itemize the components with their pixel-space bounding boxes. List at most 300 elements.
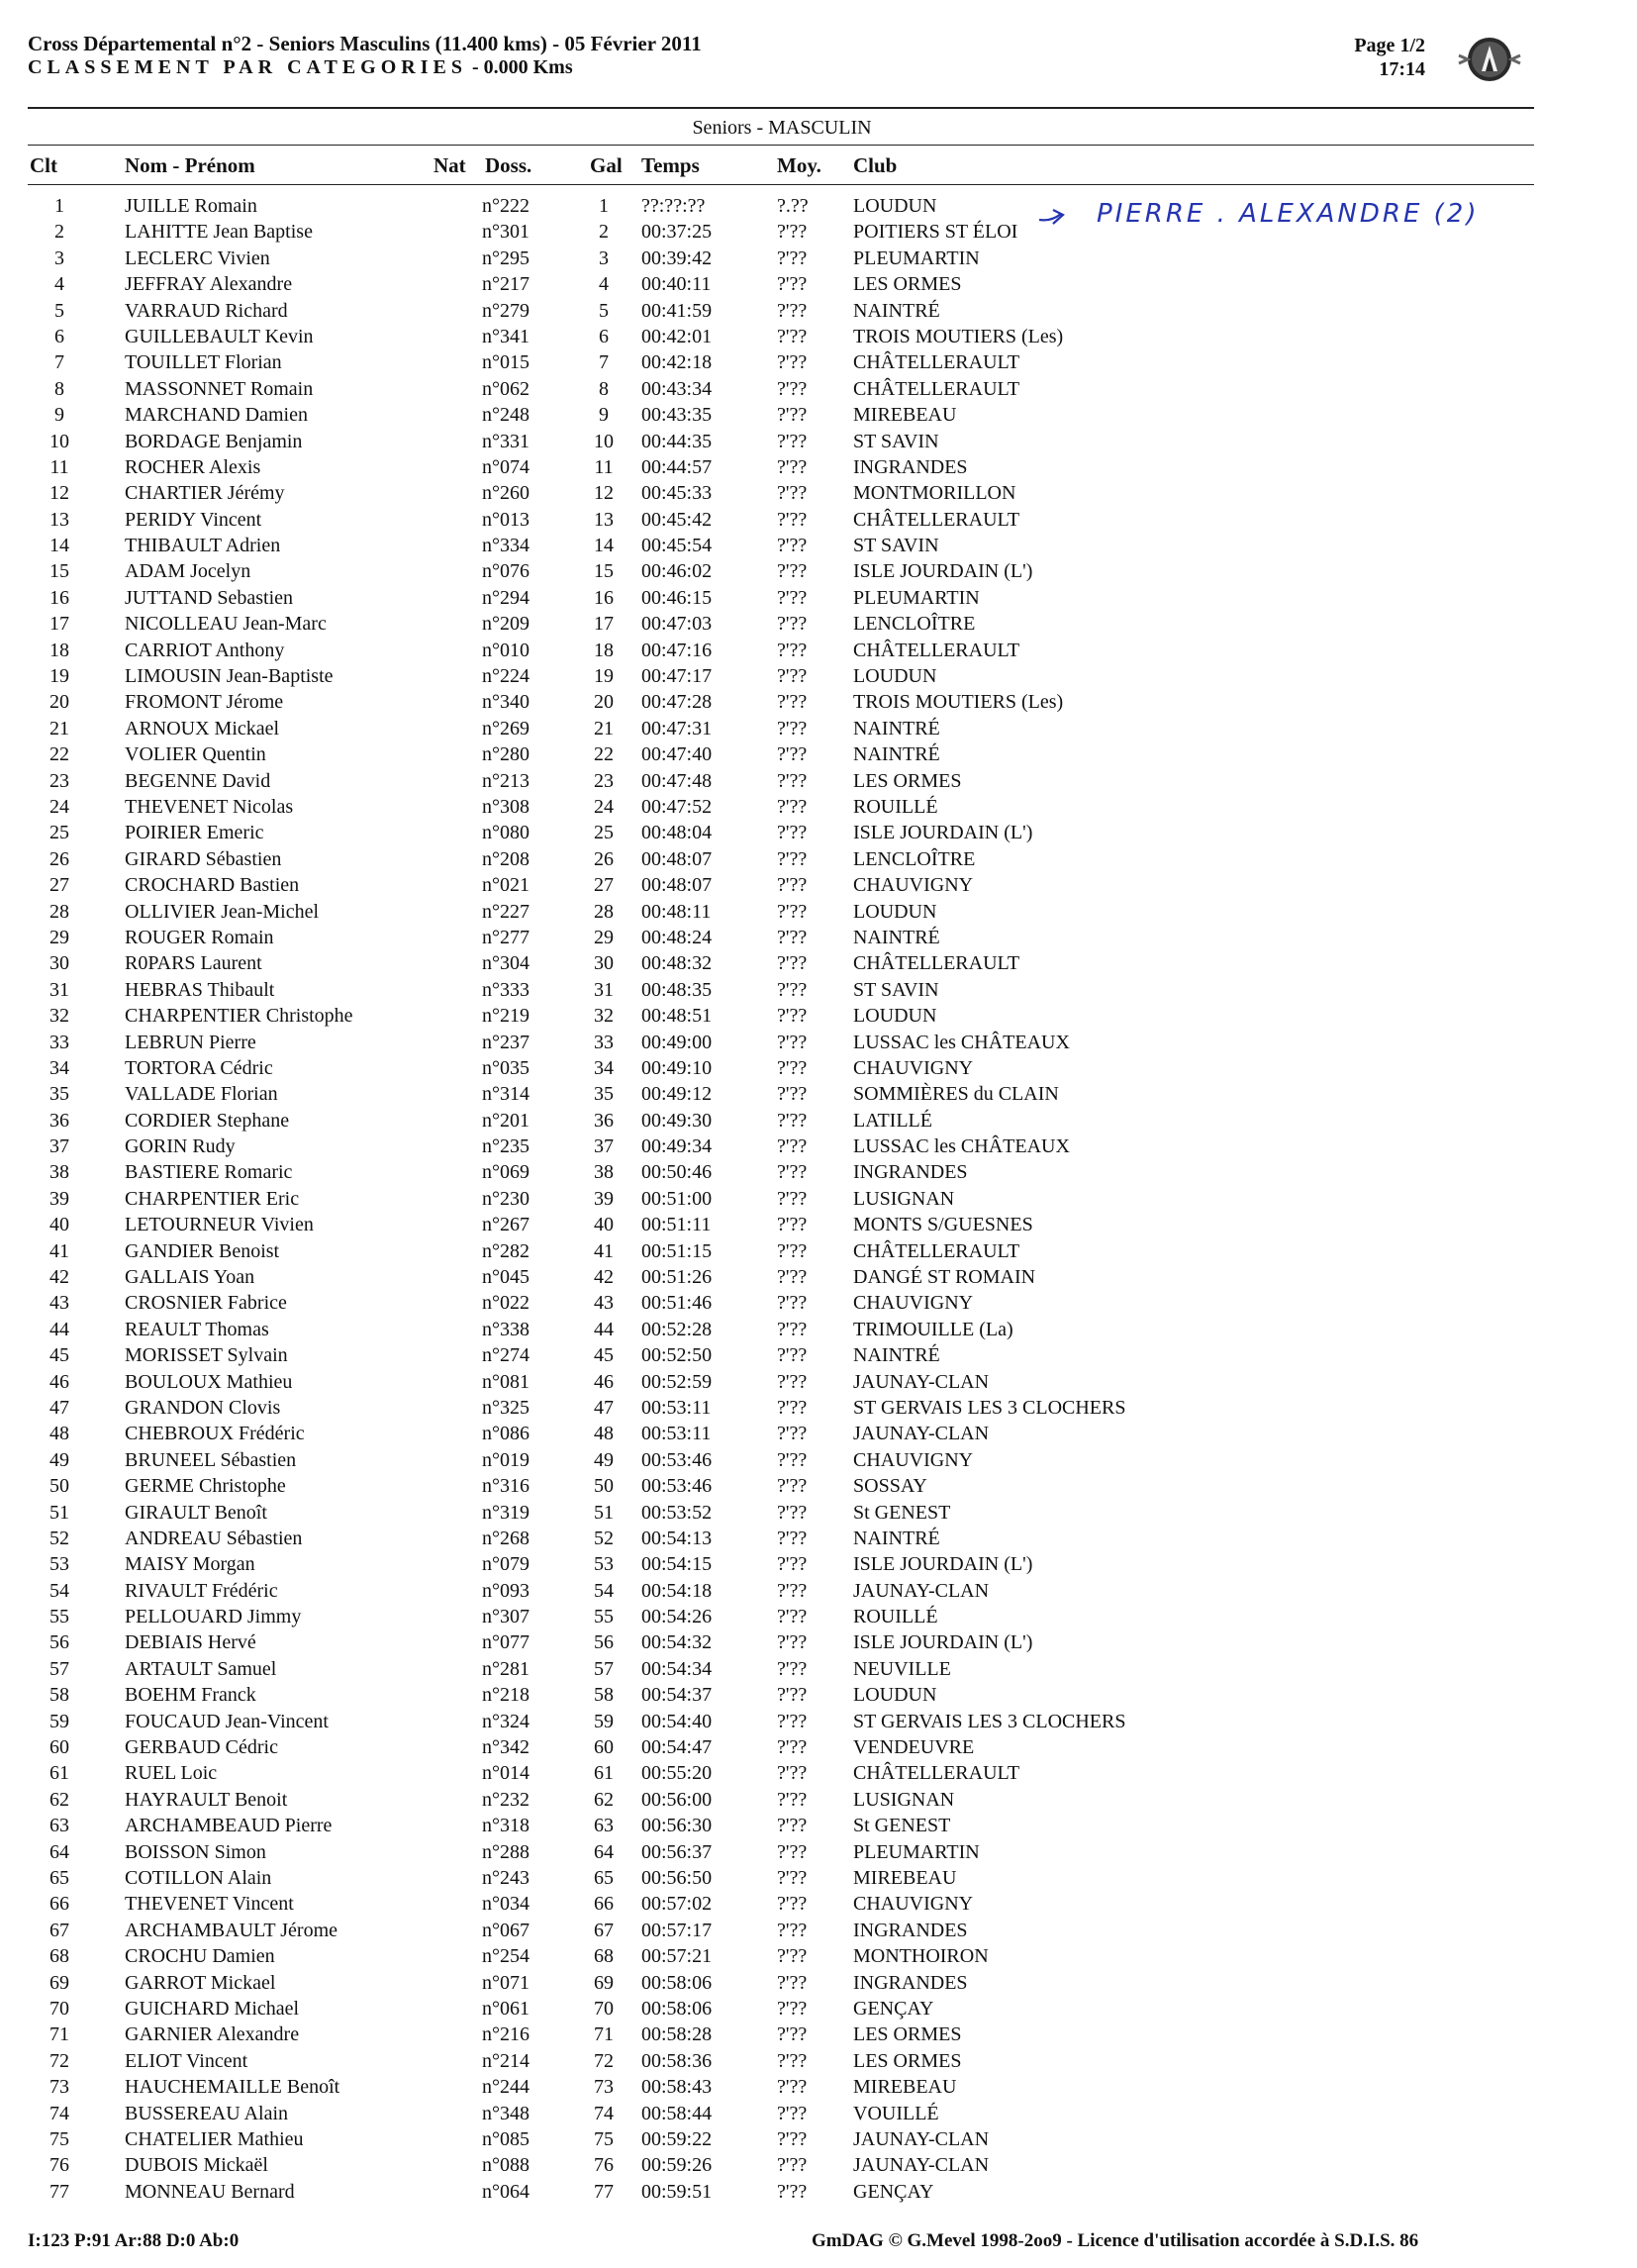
- general-rank-cell: 63: [594, 1815, 614, 1837]
- general-rank-cell: 33: [594, 1031, 614, 1053]
- name-cell: ADAM Jocelyn: [125, 560, 251, 583]
- table-row: [0, 1682, 1637, 1708]
- club-cell: SOSSAY: [853, 1475, 927, 1498]
- club-cell: GENÇAY: [853, 1997, 934, 2020]
- general-rank-cell: 21: [594, 717, 614, 740]
- table-row: [0, 1839, 1637, 1865]
- bib-cell: n°069: [482, 1161, 530, 1184]
- table-row: [0, 2179, 1637, 2205]
- bib-cell: n°222: [482, 195, 530, 217]
- bib-cell: n°227: [482, 900, 530, 923]
- table-row: [0, 480, 1637, 506]
- club-cell: LES ORMES: [853, 769, 962, 792]
- name-cell: DUBOIS Mickaël: [125, 2154, 268, 2177]
- pace-cell: ?'??: [777, 2154, 808, 2177]
- rank-cell: 55: [49, 1606, 69, 1628]
- club-cell: ISLE JOURDAIN (L'): [853, 1553, 1033, 1576]
- rank-cell: 40: [49, 1214, 69, 1236]
- pace-cell: ?'??: [777, 691, 808, 714]
- bib-cell: n°288: [482, 1840, 530, 1863]
- general-rank-cell: 50: [594, 1475, 614, 1498]
- pace-cell: ?'??: [777, 1527, 808, 1549]
- general-rank-cell: 28: [594, 900, 614, 923]
- rank-cell: 60: [49, 1736, 69, 1759]
- bib-cell: n°260: [482, 482, 530, 505]
- bib-cell: n°019: [482, 1448, 530, 1471]
- rank-cell: 50: [49, 1475, 69, 1498]
- club-cell: LOUDUN: [853, 900, 937, 923]
- time-cell: 00:42:18: [641, 351, 713, 374]
- general-rank-cell: 34: [594, 1056, 614, 1079]
- club-cell: JAUNAY-CLAN: [853, 2154, 990, 2177]
- pace-cell: ?'??: [777, 586, 808, 609]
- name-cell: BUSSEREAU Alain: [125, 2102, 289, 2124]
- bib-cell: n°080: [482, 822, 530, 844]
- club-cell: JAUNAY-CLAN: [853, 2127, 990, 2150]
- time-cell: 00:48:35: [641, 978, 713, 1001]
- rank-cell: 46: [49, 1370, 69, 1393]
- name-cell: THEVENET Vincent: [125, 1893, 294, 1916]
- bib-cell: n°341: [482, 325, 530, 347]
- rank-cell: 21: [49, 717, 69, 740]
- name-cell: GUILLEBAULT Kevin: [125, 325, 314, 347]
- club-cell: MONTS S/GUESNES: [853, 1214, 1033, 1236]
- time-cell: 00:48:07: [641, 874, 713, 897]
- table-row: [0, 2126, 1637, 2152]
- bib-cell: n°282: [482, 1239, 530, 1262]
- rank-cell: 69: [49, 1971, 69, 1994]
- table-row: [0, 429, 1637, 454]
- table-row: [0, 1629, 1637, 1655]
- pace-cell: ?'??: [777, 639, 808, 661]
- time-cell: 00:51:46: [641, 1292, 713, 1315]
- bib-cell: n°318: [482, 1815, 530, 1837]
- rank-cell: 2: [54, 221, 64, 244]
- club-cell: St GENEST: [853, 1501, 951, 1524]
- name-cell: CHARPENTIER Eric: [125, 1187, 300, 1210]
- rank-cell: 6: [54, 325, 64, 347]
- general-rank-cell: 5: [599, 299, 609, 322]
- time-cell: 00:52:50: [641, 1344, 713, 1367]
- col-nom: Nom - Prénom: [125, 153, 255, 177]
- table-row: [0, 1395, 1637, 1421]
- col-doss: Doss.: [485, 153, 532, 177]
- table-row: [0, 846, 1637, 872]
- time-cell: 00:57:02: [641, 1893, 713, 1916]
- rank-cell: 34: [49, 1056, 69, 1079]
- pace-cell: ?'??: [777, 455, 808, 478]
- time-cell: 00:48:04: [641, 822, 713, 844]
- general-rank-cell: 59: [594, 1710, 614, 1732]
- general-rank-cell: 42: [594, 1266, 614, 1289]
- rank-cell: 20: [49, 691, 69, 714]
- pace-cell: ?'??: [777, 1005, 808, 1028]
- club-cell: LES ORMES: [853, 273, 962, 296]
- general-rank-cell: 12: [594, 482, 614, 505]
- table-row: [0, 1734, 1637, 1760]
- document-subtitle: [28, 56, 573, 79]
- rank-cell: 26: [49, 847, 69, 870]
- pace-cell: ?'??: [777, 273, 808, 296]
- time-cell: 00:44:57: [641, 455, 713, 478]
- general-rank-cell: 72: [594, 2049, 614, 2072]
- bib-cell: n°319: [482, 1501, 530, 1524]
- table-row: [0, 1159, 1637, 1185]
- name-cell: GALLAIS Yoan: [125, 1266, 255, 1289]
- subtitle-distance: - 0.000 Kms: [466, 56, 573, 78]
- club-cell: JAUNAY-CLAN: [853, 1579, 990, 1602]
- pace-cell: ?'??: [777, 1318, 808, 1340]
- club-cell: ST GERVAIS LES 3 CLOCHERS: [853, 1396, 1126, 1419]
- bib-cell: n°086: [482, 1423, 530, 1445]
- time-cell: 00:51:15: [641, 1239, 713, 1262]
- pace-cell: ?'??: [777, 560, 808, 583]
- general-rank-cell: 73: [594, 2076, 614, 2099]
- table-row: [0, 1891, 1637, 1917]
- bib-cell: n°216: [482, 2023, 530, 2046]
- general-rank-cell: 13: [594, 508, 614, 531]
- club-cell: ROUILLÉ: [853, 1606, 938, 1628]
- bib-cell: n°279: [482, 299, 530, 322]
- club-cell: LES ORMES: [853, 2023, 962, 2046]
- name-cell: ROUGER Romain: [125, 926, 274, 948]
- table-row: [0, 2101, 1637, 2126]
- name-cell: THIBAULT Adrien: [125, 535, 281, 557]
- table-row: [0, 1003, 1637, 1029]
- bib-cell: n°342: [482, 1736, 530, 1759]
- time-cell: 00:40:11: [641, 273, 712, 296]
- table-row: [0, 716, 1637, 741]
- table-row: [0, 794, 1637, 820]
- col-temps: Temps: [641, 153, 700, 177]
- time-cell: 00:49:30: [641, 1109, 713, 1132]
- bib-cell: n°015: [482, 351, 530, 374]
- bib-cell: n°304: [482, 952, 530, 975]
- club-cell: LUSSAC les CHÂTEAUX: [853, 1031, 1070, 1053]
- time-cell: 00:54:15: [641, 1553, 713, 1576]
- time-cell: 00:54:40: [641, 1710, 713, 1732]
- rank-cell: 1: [54, 195, 64, 217]
- rank-cell: 70: [49, 1997, 69, 2020]
- name-cell: VARRAUD Richard: [125, 299, 288, 322]
- general-rank-cell: 1: [599, 195, 609, 217]
- footer-license: GmDAG © G.Mevel 1998-2oo9 - Licence d'utilisation accordée à S.D.I.S. 86: [812, 2230, 1419, 2251]
- name-cell: BORDAGE Benjamin: [125, 430, 303, 452]
- club-cell: ROUILLÉ: [853, 795, 938, 818]
- pace-cell: ?'??: [777, 1161, 808, 1184]
- pace-cell: ?'??: [777, 1788, 808, 1811]
- pace-cell: ?'??: [777, 1840, 808, 1863]
- general-rank-cell: 22: [594, 743, 614, 766]
- pace-cell: ?'??: [777, 1710, 808, 1732]
- name-cell: LETOURNEUR Vivien: [125, 1214, 314, 1236]
- bib-cell: n°340: [482, 691, 530, 714]
- subtitle-label: CLASSEMENT PAR CATEGORIES: [28, 56, 467, 78]
- club-cell: ST SAVIN: [853, 430, 939, 452]
- pace-cell: ?'??: [777, 2180, 808, 2203]
- table-row: [0, 1186, 1637, 1212]
- pace-cell: ?'??: [777, 2076, 808, 2099]
- rank-cell: 39: [49, 1187, 69, 1210]
- time-cell: 00:43:35: [641, 404, 713, 427]
- pace-cell: ?'??: [777, 1423, 808, 1445]
- general-rank-cell: 58: [594, 1684, 614, 1707]
- time-cell: 00:47:48: [641, 769, 713, 792]
- club-cell: JAUNAY-CLAN: [853, 1370, 990, 1393]
- time-cell: 00:52:28: [641, 1318, 713, 1340]
- bib-cell: n°267: [482, 1214, 530, 1236]
- bib-cell: n°079: [482, 1553, 530, 1576]
- pace-cell: ?'??: [777, 1945, 808, 1968]
- club-cell: TROIS MOUTIERS (Les): [853, 691, 1064, 714]
- name-cell: ARNOUX Mickael: [125, 717, 280, 740]
- bib-cell: n°214: [482, 2049, 530, 2072]
- rank-cell: 10: [49, 430, 69, 452]
- bib-cell: n°277: [482, 926, 530, 948]
- table-row: [0, 1030, 1637, 1055]
- club-cell: CHÂTELLERAULT: [853, 639, 1020, 661]
- pace-cell: ?'??: [777, 221, 808, 244]
- name-cell: NICOLLEAU Jean-Marc: [125, 613, 327, 636]
- rank-cell: 13: [49, 508, 69, 531]
- general-rank-cell: 27: [594, 874, 614, 897]
- table-row: [0, 1996, 1637, 2021]
- bib-cell: n°045: [482, 1266, 530, 1289]
- general-rank-cell: 14: [594, 535, 614, 557]
- table-row: [0, 1709, 1637, 1734]
- general-rank-cell: 69: [594, 1971, 614, 1994]
- table-row: [0, 1264, 1637, 1290]
- pace-cell: ?'??: [777, 351, 808, 374]
- general-rank-cell: 44: [594, 1318, 614, 1340]
- time-cell: 00:45:42: [641, 508, 713, 531]
- name-cell: POIRIER Emeric: [125, 822, 264, 844]
- time-cell: 00:47:28: [641, 691, 713, 714]
- column-header-rule: [28, 184, 1534, 185]
- time-cell: 00:48:51: [641, 1005, 713, 1028]
- table-row: [0, 1473, 1637, 1499]
- rank-cell: 71: [49, 2023, 69, 2046]
- time-cell: 00:56:30: [641, 1815, 713, 1837]
- time-cell: 00:46:02: [641, 560, 713, 583]
- club-cell: LUSIGNAN: [853, 1187, 955, 1210]
- club-cell: ST SAVIN: [853, 978, 939, 1001]
- time-cell: 00:57:17: [641, 1919, 713, 1941]
- pace-cell: ?'??: [777, 847, 808, 870]
- bib-cell: n°093: [482, 1579, 530, 1602]
- table-row: [0, 1943, 1637, 1969]
- pace-cell: ?'??: [777, 1448, 808, 1471]
- general-rank-cell: 75: [594, 2127, 614, 2150]
- rank-cell: 7: [54, 351, 64, 374]
- time-cell: 00:53:46: [641, 1448, 713, 1471]
- name-cell: FOUCAUD Jean-Vincent: [125, 1710, 329, 1732]
- pace-cell: ?'??: [777, 1736, 808, 1759]
- print-time: 17:14: [1379, 58, 1425, 80]
- club-cell: NEUVILLE: [853, 1657, 951, 1680]
- time-cell: 00:58:28: [641, 2023, 713, 2046]
- name-cell: GERBAUD Cédric: [125, 1736, 278, 1759]
- table-row: [0, 2021, 1637, 2047]
- footer-stats: I:123 P:91 Ar:88 D:0 Ab:0: [28, 2230, 240, 2251]
- name-cell: THEVENET Nicolas: [125, 795, 294, 818]
- bib-cell: n°338: [482, 1318, 530, 1340]
- general-rank-cell: 20: [594, 691, 614, 714]
- club-cell: LOUDUN: [853, 665, 937, 688]
- name-cell: CROSNIER Fabrice: [125, 1292, 287, 1315]
- rank-cell: 56: [49, 1631, 69, 1654]
- name-cell: CROCHU Damien: [125, 1945, 275, 1968]
- bib-cell: n°088: [482, 2154, 530, 2177]
- time-cell: 00:49:10: [641, 1056, 713, 1079]
- pace-cell: ?'??: [777, 2023, 808, 2046]
- table-row: [0, 1760, 1637, 1786]
- name-cell: GRANDON Clovis: [125, 1396, 281, 1419]
- bib-cell: n°331: [482, 430, 530, 452]
- time-cell: 00:47:52: [641, 795, 713, 818]
- general-rank-cell: 32: [594, 1005, 614, 1028]
- pace-cell: ?'??: [777, 1370, 808, 1393]
- club-cell: ISLE JOURDAIN (L'): [853, 560, 1033, 583]
- rank-cell: 25: [49, 822, 69, 844]
- name-cell: HAUCHEMAILLE Benoît: [125, 2076, 340, 2099]
- pace-cell: ?'??: [777, 1396, 808, 1419]
- bib-cell: n°280: [482, 743, 530, 766]
- club-cell: ST SAVIN: [853, 535, 939, 557]
- time-cell: 00:55:20: [641, 1762, 713, 1785]
- time-cell: 00:54:34: [641, 1657, 713, 1680]
- name-cell: HAYRAULT Benoit: [125, 1788, 288, 1811]
- club-cell: INGRANDES: [853, 455, 968, 478]
- bib-cell: n°224: [482, 665, 530, 688]
- rank-cell: 75: [49, 2127, 69, 2150]
- general-rank-cell: 51: [594, 1501, 614, 1524]
- time-cell: 00:48:07: [641, 847, 713, 870]
- time-cell: 00:45:33: [641, 482, 713, 505]
- name-cell: BEGENNE David: [125, 769, 271, 792]
- club-cell: NAINTRÉ: [853, 743, 940, 766]
- pace-cell: ?'??: [777, 2127, 808, 2150]
- table-row: [0, 899, 1637, 925]
- rank-cell: 14: [49, 535, 69, 557]
- rank-cell: 51: [49, 1501, 69, 1524]
- general-rank-cell: 65: [594, 1867, 614, 1889]
- time-cell: 00:49:12: [641, 1083, 713, 1106]
- pace-cell: ?'??: [777, 1997, 808, 2020]
- name-cell: MAISY Morgan: [125, 1553, 255, 1576]
- table-row: [0, 324, 1637, 349]
- rank-cell: 66: [49, 1893, 69, 1916]
- general-rank-cell: 71: [594, 2023, 614, 2046]
- club-cell: LATILLÉ: [853, 1109, 932, 1132]
- bib-cell: n°035: [482, 1056, 530, 1079]
- rank-cell: 33: [49, 1031, 69, 1053]
- club-cell: CHÂTELLERAULT: [853, 952, 1020, 975]
- pace-cell: ?'??: [777, 613, 808, 636]
- bib-cell: n°243: [482, 1867, 530, 1889]
- results-table: [0, 193, 1637, 2205]
- name-cell: CORDIER Stephane: [125, 1109, 290, 1132]
- time-cell: 00:56:37: [641, 1840, 713, 1863]
- pace-cell: ?'??: [777, 1579, 808, 1602]
- rank-cell: 59: [49, 1710, 69, 1732]
- general-rank-cell: 76: [594, 2154, 614, 2177]
- rank-cell: 16: [49, 586, 69, 609]
- name-cell: BASTIERE Romaric: [125, 1161, 293, 1184]
- time-cell: 00:59:26: [641, 2154, 713, 2177]
- general-rank-cell: 16: [594, 586, 614, 609]
- bib-cell: n°076: [482, 560, 530, 583]
- bib-cell: n°074: [482, 455, 530, 478]
- name-cell: PERIDY Vincent: [125, 508, 262, 531]
- time-cell: 00:48:32: [641, 952, 713, 975]
- name-cell: LIMOUSIN Jean-Baptiste: [125, 665, 334, 688]
- table-row: [0, 376, 1637, 402]
- col-moy: Moy.: [777, 153, 821, 177]
- club-cell: CHAUVIGNY: [853, 1893, 974, 1916]
- general-rank-cell: 25: [594, 822, 614, 844]
- table-row: [0, 1081, 1637, 1107]
- time-cell: 00:45:54: [641, 535, 713, 557]
- pace-cell: ?'??: [777, 2049, 808, 2072]
- club-cell: ST GERVAIS LES 3 CLOCHERS: [853, 1710, 1126, 1732]
- bib-cell: n°235: [482, 1135, 530, 1158]
- time-cell: 00:57:21: [641, 1945, 713, 1968]
- rank-cell: 11: [49, 455, 69, 478]
- rank-cell: 74: [49, 2102, 69, 2124]
- table-row: [0, 454, 1637, 480]
- time-cell: 00:54:32: [641, 1631, 713, 1654]
- bib-cell: n°314: [482, 1083, 530, 1106]
- pace-cell: ?'??: [777, 1867, 808, 1889]
- table-row: [0, 1813, 1637, 1838]
- club-cell: MONTMORILLON: [853, 482, 1016, 505]
- pace-cell: ?'??: [777, 1109, 808, 1132]
- name-cell: GARNIER Alexandre: [125, 2023, 300, 2046]
- pace-cell: ?'??: [777, 1266, 808, 1289]
- table-row: [0, 925, 1637, 950]
- bib-cell: n°308: [482, 795, 530, 818]
- rank-cell: 27: [49, 874, 69, 897]
- table-row: [0, 1447, 1637, 1473]
- rank-cell: 23: [49, 769, 69, 792]
- rank-cell: 64: [49, 1840, 69, 1863]
- general-rank-cell: 2: [599, 221, 609, 244]
- general-rank-cell: 67: [594, 1919, 614, 1941]
- club-cell: INGRANDES: [853, 1971, 968, 1994]
- pace-cell: ?'??: [777, 978, 808, 1001]
- table-row: [0, 820, 1637, 845]
- time-cell: 00:47:16: [641, 639, 713, 661]
- name-cell: BRUNEEL Sébastien: [125, 1448, 297, 1471]
- club-cell: NAINTRÉ: [853, 717, 940, 740]
- name-cell: BOULOUX Mathieu: [125, 1370, 293, 1393]
- rank-cell: 41: [49, 1239, 69, 1262]
- general-rank-cell: 9: [599, 404, 609, 427]
- bib-cell: n°061: [482, 1997, 530, 2020]
- rank-cell: 37: [49, 1135, 69, 1158]
- pace-cell: ?'??: [777, 1031, 808, 1053]
- time-cell: 00:49:00: [641, 1031, 713, 1053]
- table-row: [0, 246, 1637, 271]
- rank-cell: 73: [49, 2076, 69, 2099]
- general-rank-cell: 11: [594, 455, 614, 478]
- name-cell: LAHITTE Jean Baptise: [125, 221, 313, 244]
- time-cell: 00:58:43: [641, 2076, 713, 2099]
- general-rank-cell: 49: [594, 1448, 614, 1471]
- time-cell: 00:47:17: [641, 665, 713, 688]
- pace-cell: ?'??: [777, 1893, 808, 1916]
